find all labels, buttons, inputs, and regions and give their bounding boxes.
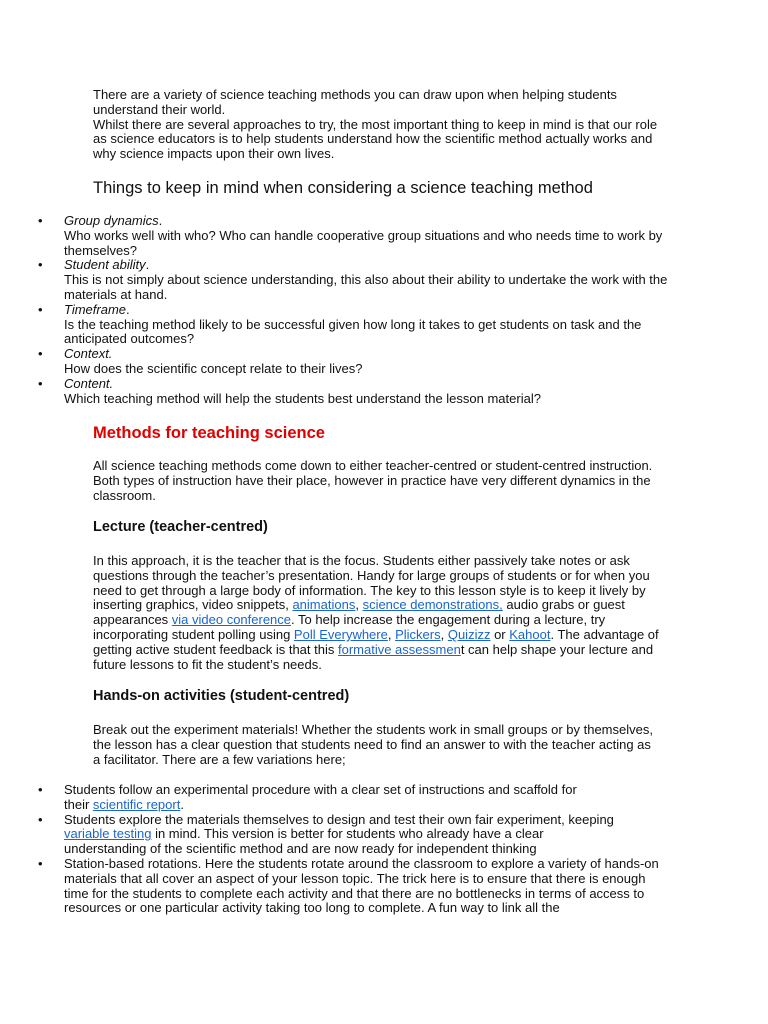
lecture-paragraph — [93, 554, 675, 672]
text-run: Students explore the materials themselves to design and test their own fair experiment, keeping — [64, 811, 614, 827]
list-item — [0, 783, 680, 813]
text-run: Students follow an experimental procedure with a clear set of instructions and scaffold for their — [64, 782, 577, 812]
video-conference-link[interactable]: via video conference — [171, 612, 292, 628]
list-item — [0, 214, 690, 258]
things-heading: Things to keep in mind when considering a science teaching method — [93, 179, 593, 197]
text-run: , — [387, 626, 396, 642]
poll-everywhere-link[interactable]: Poll Everywhere — [293, 626, 388, 642]
consideration-body: How does the scientific concept relate to their lives? — [64, 360, 363, 376]
plickers-link[interactable]: Plickers — [395, 626, 441, 642]
bullet-icon: • — [38, 375, 43, 391]
text-run: or — [490, 626, 510, 642]
text-run: in mind. This version is better for students who already have a clear understanding of the scientific method and are now ready for independent thinking — [64, 826, 544, 857]
consideration-title: Content. — [64, 375, 114, 391]
quizizz-link[interactable]: Quizizz — [447, 626, 491, 642]
list-item — [0, 377, 690, 407]
bullet-icon: • — [38, 811, 43, 827]
list-item — [0, 303, 690, 347]
consideration-title: Group dynamics — [64, 213, 159, 228]
consideration-body: This is not simply about science understanding, this also about their ability to undertake the work with the materials at hand. — [64, 272, 668, 302]
methods-intro — [93, 459, 658, 503]
variation-text: Station-based rotations. Here the students rotate around the classroom to explore a variety of hands-on materials that all cover an aspect of your lesson topic. The trick here is to ensure that there is enough time for the students to complete each activity and that there are no bottlenecks in terms of access to resources or one particular activity taking too long to complete. A fun way to link all the — [64, 855, 659, 916]
bullet-icon: • — [38, 782, 43, 797]
text-run: audio grabs or guest appearances — [93, 597, 625, 628]
variation-text — [64, 783, 604, 813]
intro-line-1: There are a variety of science teaching methods you can draw upon when helping students understand their world. — [93, 87, 617, 117]
text-run: t can help shape your lecture and future lessons to fit the student’s needs. — [93, 641, 654, 672]
consideration-body: Who works well with who? Who can handle cooperative group situations and who needs time to work by themselves? — [64, 227, 663, 258]
methods-heading: Methods for teaching science — [93, 424, 325, 442]
handson-intro — [93, 723, 653, 767]
consideration-title: Student ability — [64, 257, 146, 273]
science-demonstrations-link[interactable]: science demonstrations, — [362, 597, 503, 613]
consideration-body: Is the teaching method likely to be successful given how long it takes to get students on task and the anticipated outcomes? — [64, 316, 642, 347]
variable-testing-link[interactable]: variable testing — [64, 826, 152, 842]
bullet-icon: • — [38, 213, 43, 228]
animations-link[interactable]: animations — [292, 597, 356, 613]
consideration-suffix: . — [158, 213, 163, 228]
kahoot-link[interactable]: Kahoot — [509, 626, 551, 642]
intro-paragraph — [93, 88, 663, 162]
list-item — [0, 258, 690, 302]
text-run: , — [355, 597, 363, 613]
variations-list — [0, 783, 680, 916]
methods-intro-text: All science teaching methods come down to either teacher-centred or student-centred instruction. Both types of instruction have their place, however in practice have very different dynamics in the classroom. — [93, 458, 653, 503]
bullet-icon: • — [38, 855, 43, 871]
bullet-icon: • — [38, 257, 43, 273]
consideration-suffix: . — [145, 257, 150, 273]
list-item — [0, 857, 680, 916]
text-run: . The advantage of getting active student feedback is that this — [93, 626, 659, 657]
intro-line-2: Whilst there are several approaches to try, the most important thing to keep in mind is that our role as science educators is to help students understand how the scientific method actually works and why science impacts upon their own lives. — [93, 116, 658, 162]
scientific-report-link[interactable]: scientific report — [92, 796, 181, 812]
bullet-icon: • — [38, 346, 43, 362]
list-item — [0, 347, 690, 377]
considerations-list — [0, 214, 690, 406]
handson-heading: Hands-on activities (student-centred) — [93, 688, 350, 704]
handson-intro-text: Break out the experiment materials! Whether the students work in small groups or by themselves, the lesson has a clear question that students need to find an answer to with the teacher acting as a facilitator. There are a few variations here; — [93, 722, 653, 767]
consideration-title: Context. — [64, 346, 113, 362]
variation-text — [64, 813, 624, 857]
consideration-title: Timeframe — [64, 301, 127, 317]
text-run: . To help increase the engagement during a lecture, try incorporating student polling using — [93, 612, 606, 642]
lecture-text — [93, 554, 675, 672]
formative-assessment-link[interactable]: formative assessmen — [337, 641, 461, 657]
lecture-heading: Lecture (teacher-centred) — [93, 519, 268, 535]
list-item — [0, 813, 680, 857]
text-run: In this approach, it is the teacher that is the focus. Students either passively take notes or ask questions through the teacher’s presentation. Handy for large groups of students or for when you need to get through a large body of information. The key to this lesson style is to keep it lively by inserting graphics, video snippets, — [93, 553, 650, 613]
text-run: , — [440, 626, 448, 642]
text-run: . — [180, 796, 184, 812]
consideration-suffix: . — [126, 301, 130, 317]
consideration-body: Which teaching method will help the students best understand the lesson material? — [64, 390, 541, 406]
bullet-icon: • — [38, 301, 43, 317]
